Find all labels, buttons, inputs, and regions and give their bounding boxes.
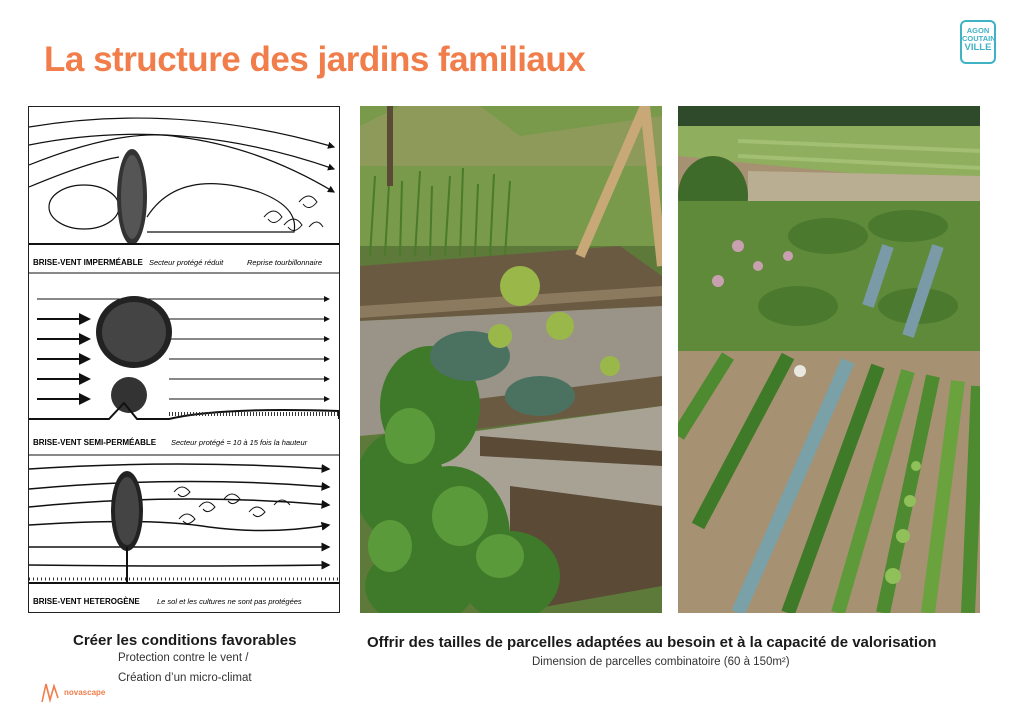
section-impermeable	[29, 118, 339, 273]
agon-coutainville-logo	[960, 20, 996, 64]
section-semi-permeable	[29, 296, 339, 455]
label-heterogene: BRISE-VENT HETEROGÈNE	[33, 597, 140, 606]
windbreak-diagram-svg	[29, 107, 339, 612]
label-impermeable: BRISE-VENT IMPERMÉABLE	[33, 258, 143, 267]
logo-line-2: COUTAIN	[962, 34, 996, 43]
photo-raised-beds-svg	[360, 106, 662, 613]
page-title: La structure des jardins familiaux	[44, 40, 586, 79]
logo-line-1: AGON	[966, 26, 990, 35]
caption-left-line2: Création d’un micro-climat	[118, 672, 252, 684]
caption-right-title: Offrir des tailles de parcelles adaptées au besoin et à la capacité de valorisation	[367, 634, 937, 651]
section-heterogene	[29, 464, 339, 606]
label-impermeable-sub2: Reprise tourbillonnaire	[247, 258, 323, 267]
caption-left-title: Créer les conditions favorables	[73, 632, 297, 649]
windbreak-diagram	[28, 106, 340, 613]
photo-raised-beds	[360, 106, 662, 613]
label-semi-permeable-sub: Secteur protégé = 10 à 15 fois la hauteur	[171, 438, 308, 447]
label-heterogene-sub: Le sol et les cultures ne sont pas protégées	[157, 597, 302, 606]
logo-line-3: VILLE	[964, 42, 992, 53]
label-impermeable-sub1: Secteur protégé réduit	[149, 258, 224, 267]
novascape-logo	[40, 678, 105, 706]
caption-right-text: Dimension de parcelles combinatoire (60 à 150m²)	[532, 656, 790, 668]
novascape-mark-icon	[40, 680, 62, 704]
photo-vegetable-plots	[678, 106, 980, 613]
caption-left-line1: Protection contre le vent /	[118, 652, 249, 664]
label-semi-permeable: BRISE-VENT SEMI-PERMÉABLE	[33, 438, 157, 447]
novascape-brand-text: novascape	[64, 687, 106, 697]
photo-vegetable-plots-svg	[678, 106, 980, 613]
